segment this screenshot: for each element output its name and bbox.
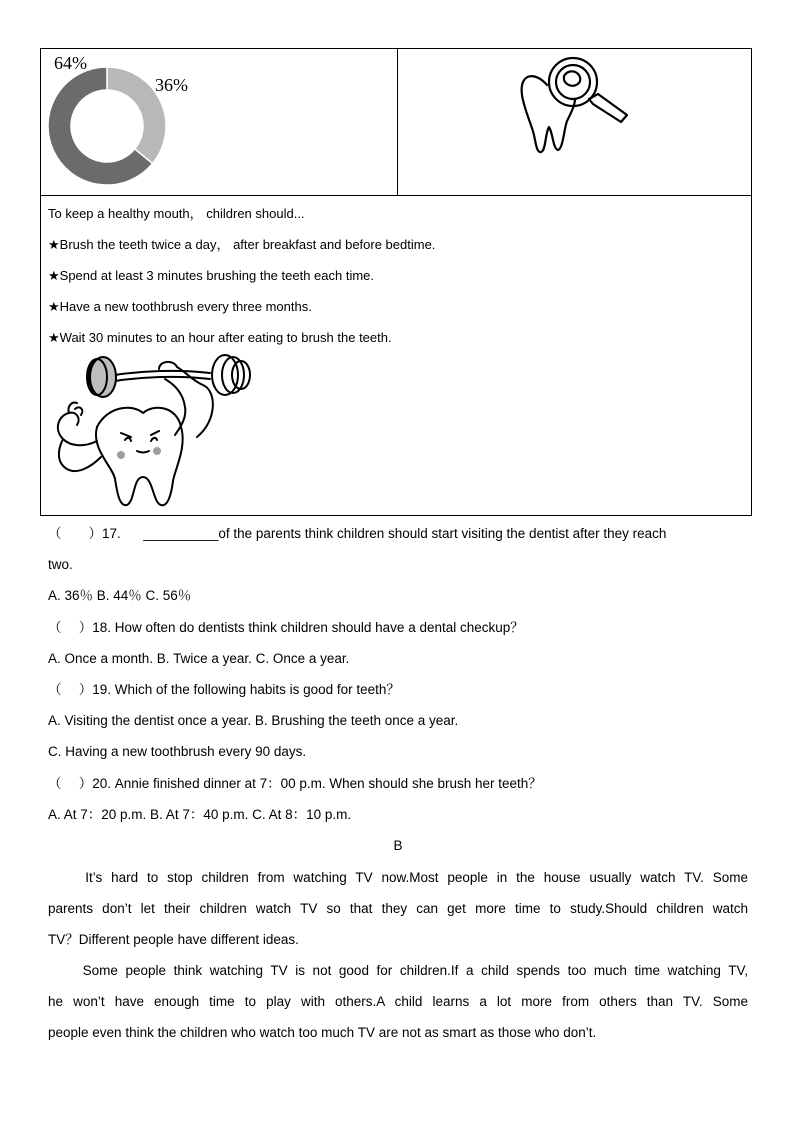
paragraph-line: TV？Different people have different ideas. xyxy=(48,932,299,947)
question-20: （ ）20. Annie finished dinner at 7：00 p.m. When should she brush her teeth？ xyxy=(48,776,542,791)
tips-list xyxy=(48,204,435,359)
answer-blank-17[interactable]: __________ xyxy=(143,526,219,541)
question-20-options: A. At 7：20 p.m. B. At 7：40 p.m. C. At 8：10 p.m. xyxy=(48,807,352,822)
tip-item: ★Have a new toothbrush every three months. xyxy=(48,299,312,314)
donut-chart xyxy=(41,49,397,195)
info-box-top-row xyxy=(41,49,751,196)
paragraph-line: It’s hard to stop children from watching TV now.Most people in the house usually watch TV. Some xyxy=(48,870,748,885)
info-box xyxy=(40,48,752,516)
question-17-continued: two. xyxy=(48,557,73,572)
paragraph-line: Some people think watching TV is not good for children.If a child spends too much time watching TV, xyxy=(48,963,748,978)
section-b-heading: B xyxy=(393,838,403,853)
paragraph-2 xyxy=(48,961,748,1054)
paragraph-line: people even think the children who watch too much TV are not as smart as those who don’t. xyxy=(48,1025,597,1040)
answer-paren-17[interactable]: （ ）17. xyxy=(48,526,121,541)
question-19: （ ）19. Which of the following habits is good for teeth？ xyxy=(48,682,400,697)
slice-label-64: 64% xyxy=(54,53,87,73)
question-19-options: A. Visiting the dentist once a year. B. Brushing the teeth once a year. xyxy=(48,713,459,728)
paragraph-line: parents don’t let their children watch TV so that they can get more time to study.Should children watch xyxy=(48,901,748,916)
tips-intro: To keep a healthy mouth， children should... xyxy=(48,206,305,221)
paragraph-line: he won’t have enough time to play with others.A child learns a lot more from others than TV. Some xyxy=(48,994,748,1009)
paragraph-1 xyxy=(48,868,748,961)
tip-item: ★Wait 30 minutes to an hour after eating to brush the teeth. xyxy=(48,330,392,345)
question-19-option-c: C. Having a new toothbrush every 90 days. xyxy=(48,744,307,759)
tip-item: ★Brush the teeth twice a day， after breakfast and before bedtime. xyxy=(48,237,436,252)
question-17-text: of the parents think children should start visiting the dentist after they reach xyxy=(218,526,667,541)
tip-item: ★Spend at least 3 minutes brushing the teeth each time. xyxy=(48,268,375,283)
question-18-options: A. Once a month. B. Twice a year. C. Once a year. xyxy=(48,651,350,666)
question-17-options: A. 36％ B. 44％ C. 56％ xyxy=(48,588,192,603)
image-cell xyxy=(397,49,751,195)
strong-tooth-icon xyxy=(47,351,262,511)
question-17 xyxy=(48,524,748,544)
question-18: （ ）18. How often do dentists think children should have a dental checkup？ xyxy=(48,620,524,635)
slice-label-36: 36% xyxy=(155,75,188,95)
tooth-magnifier-icon xyxy=(397,49,751,195)
chart-cell xyxy=(41,49,398,195)
